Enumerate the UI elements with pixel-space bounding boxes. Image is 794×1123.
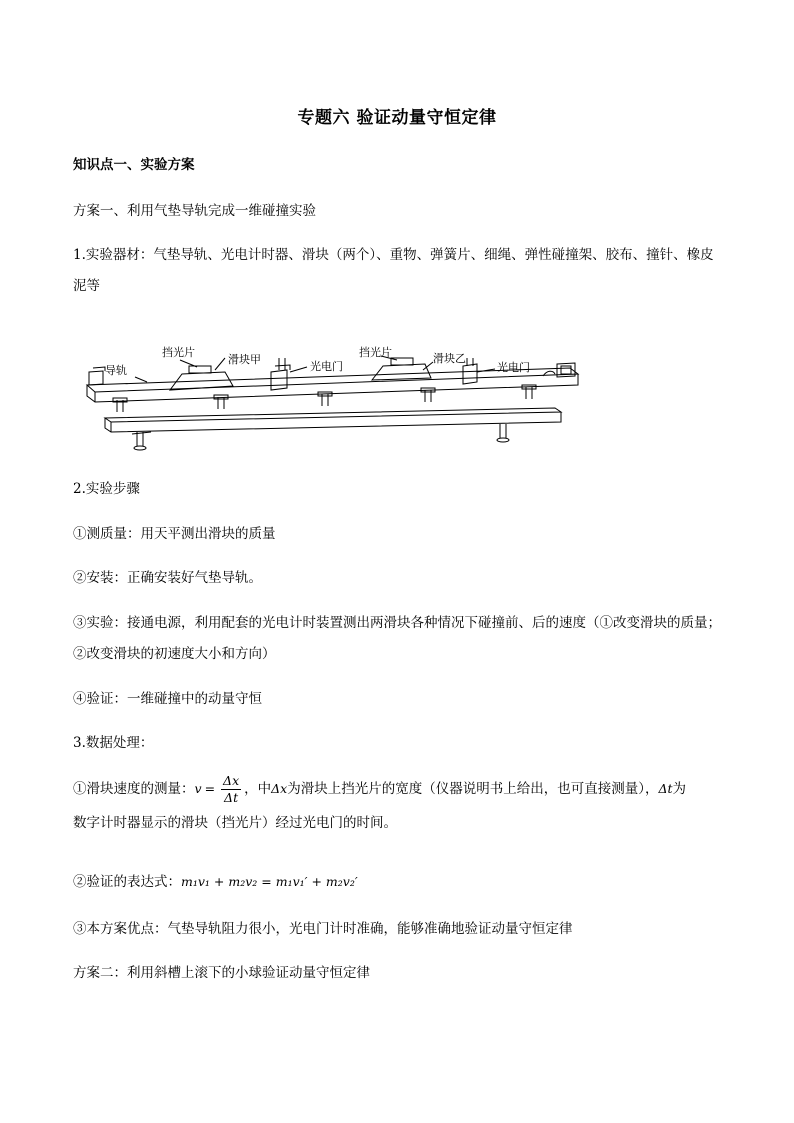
- data-heading: 3.数据处理：: [73, 735, 154, 751]
- steps-heading: 2.实验步骤: [73, 481, 140, 497]
- var-dt: Δt: [658, 781, 673, 796]
- velocity-fraction: [221, 773, 241, 806]
- data-item-3: ③本方案优点：气垫导轨阻力很小，光电门计时准确，能够准确地验证动量守恒定律: [73, 921, 573, 937]
- plan-one-heading: 方案一、利用气垫导轨完成一维碰撞实验: [73, 203, 316, 219]
- photogate-2: [463, 364, 477, 384]
- equipment-label: 1.实验器材：: [73, 247, 154, 263]
- data-item-2: [73, 866, 723, 898]
- mid-text-1: ，中: [244, 781, 272, 797]
- label-guide: 导轨: [105, 364, 127, 377]
- slider-b: [372, 364, 431, 380]
- label-shade-1: 挡光片: [162, 346, 195, 359]
- step-1: ①测质量：用天平测出滑块的质量: [73, 526, 276, 542]
- step-4: ④验证：一维碰撞中的动量守恒: [73, 691, 262, 707]
- var-v: v: [194, 781, 202, 796]
- label-slider-b: 滑块乙: [433, 352, 466, 365]
- var-dx: Δx: [271, 781, 288, 796]
- label-slider-a: 滑块甲: [228, 353, 261, 366]
- section-heading: 知识点一、实验方案: [73, 157, 195, 173]
- air-track-figure: [75, 340, 590, 460]
- label-gate-1: 光电门: [310, 360, 343, 373]
- photogate-1: [271, 365, 290, 390]
- plan-two-heading: 方案二：利用斜槽上滚下的小球验证动量守恒定律: [73, 965, 370, 981]
- equipment-text: 气垫导轨、光电计时器、滑块（两个）、重物、弹簧片、细绳、弹性碰撞架、胶布、撞针、橡皮泥等: [73, 247, 714, 294]
- frac-numerator: Δx: [223, 773, 240, 788]
- shade-plate-a: [189, 366, 211, 373]
- step-2: ②安装：正确安装好气垫导轨。: [73, 570, 262, 586]
- label-shade-2: 挡光片: [359, 346, 392, 359]
- data-item-1: [73, 773, 723, 836]
- data-item-1-line2: 数字计时器显示的滑块（挡光片）经过光电门的时间。: [73, 815, 397, 831]
- equals-sign: =: [204, 781, 216, 796]
- step-3: ③实验：接通电源，利用配套的光电计时装置测出两滑块各种情况下碰撞前、后的速度（①改变滑块的质量；②改变滑块的初速度大小和方向）: [73, 615, 721, 662]
- base-top: [105, 408, 561, 422]
- label-gate-2: 光电门: [497, 361, 530, 374]
- frac-denominator: Δt: [224, 790, 239, 805]
- equipment-paragraph: [73, 240, 723, 302]
- left-end-block: [89, 371, 103, 385]
- formula-label: ②验证的表达式：: [73, 874, 181, 890]
- velocity-measure-label: ①滑块速度的测量：: [73, 781, 195, 797]
- momentum-formula: m₁v₁ + m₂v₂ = m₁v₁′ + m₂v₂′: [181, 874, 358, 889]
- mid-text-3: 为: [672, 781, 687, 797]
- page-title: 专题六 验证动量守恒定律: [297, 108, 497, 128]
- mid-text-2: 为滑块上挡光片的宽度（仪器说明书上给出，也可直接测量），: [287, 781, 659, 797]
